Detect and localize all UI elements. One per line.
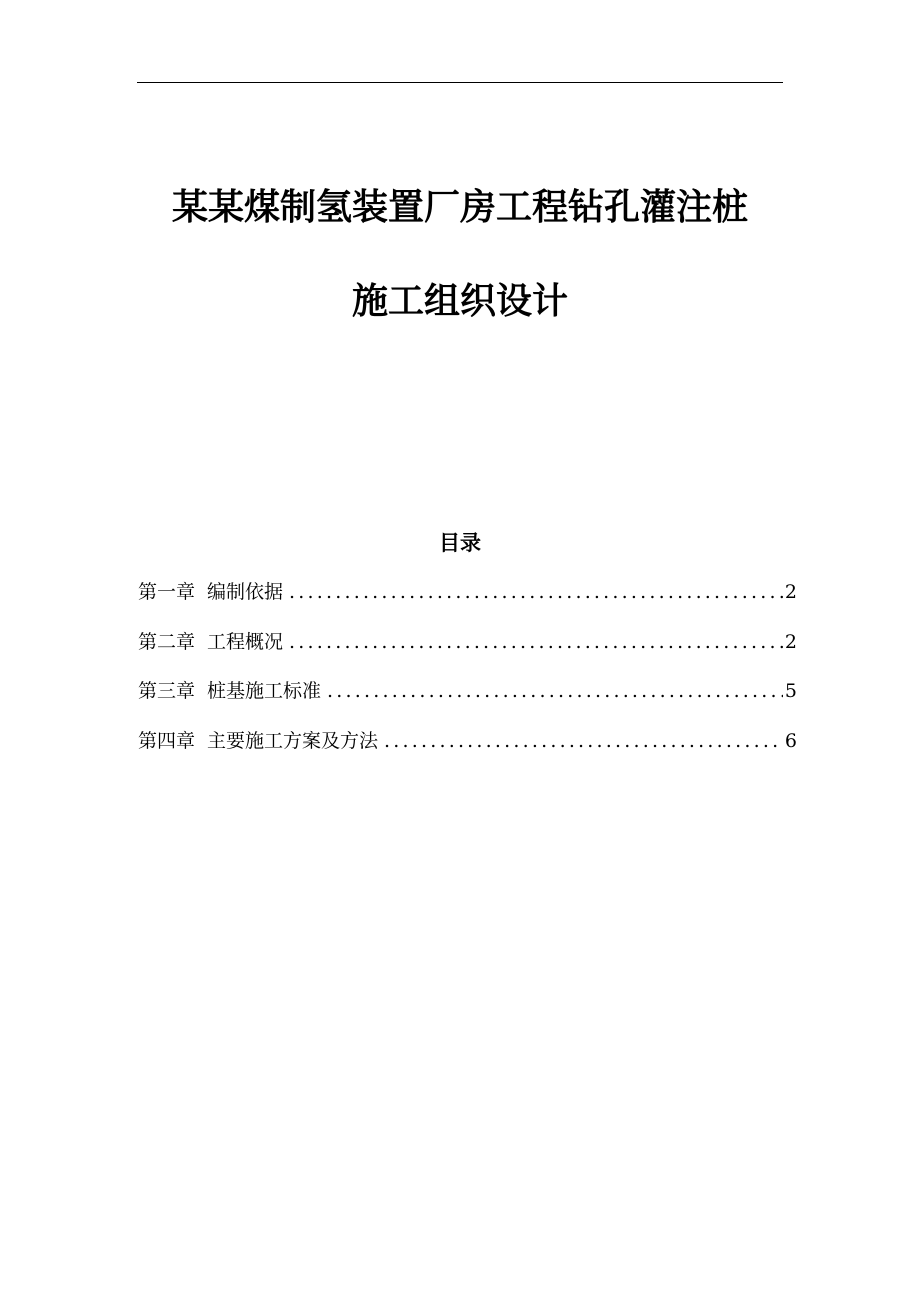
toc-dot-leader — [289, 578, 783, 606]
toc-heading: 目录 — [439, 531, 481, 555]
document-title-line-2: 施工组织设计 — [351, 281, 568, 322]
toc-chapter-title: 主要施工方案及方法 — [207, 729, 379, 752]
toc-page-number: 6 — [784, 729, 797, 752]
header-rule — [137, 82, 783, 83]
toc-entry-chapter-1[interactable] — [138, 578, 797, 628]
toc-entry-chapter-2[interactable] — [138, 628, 797, 678]
toc-dot-leader — [289, 628, 783, 656]
toc-chapter-title: 编制依据 — [207, 581, 284, 603]
toc-chapter-number: 第四章 — [138, 729, 196, 752]
toc-entry-chapter-4[interactable] — [138, 727, 797, 777]
toc-page-number: 5 — [784, 680, 797, 702]
toc-chapter-title: 桩基施工标准 — [207, 680, 322, 702]
document-title-line-1: 某某煤制氢装置厂房工程钻孔灌注桩 — [171, 187, 748, 228]
toc-chapter-number: 第三章 — [138, 680, 196, 702]
toc-entry-chapter-3[interactable] — [138, 677, 797, 727]
toc-chapter-title: 工程概况 — [207, 630, 284, 653]
toc-page-number: 2 — [784, 630, 797, 653]
toc-chapter-number: 第一章 — [138, 581, 196, 603]
toc-dot-leader — [384, 727, 783, 755]
table-of-contents — [138, 578, 797, 776]
toc-chapter-number: 第二章 — [138, 630, 196, 653]
toc-dot-leader — [327, 677, 783, 705]
toc-page-number: 2 — [784, 581, 797, 603]
